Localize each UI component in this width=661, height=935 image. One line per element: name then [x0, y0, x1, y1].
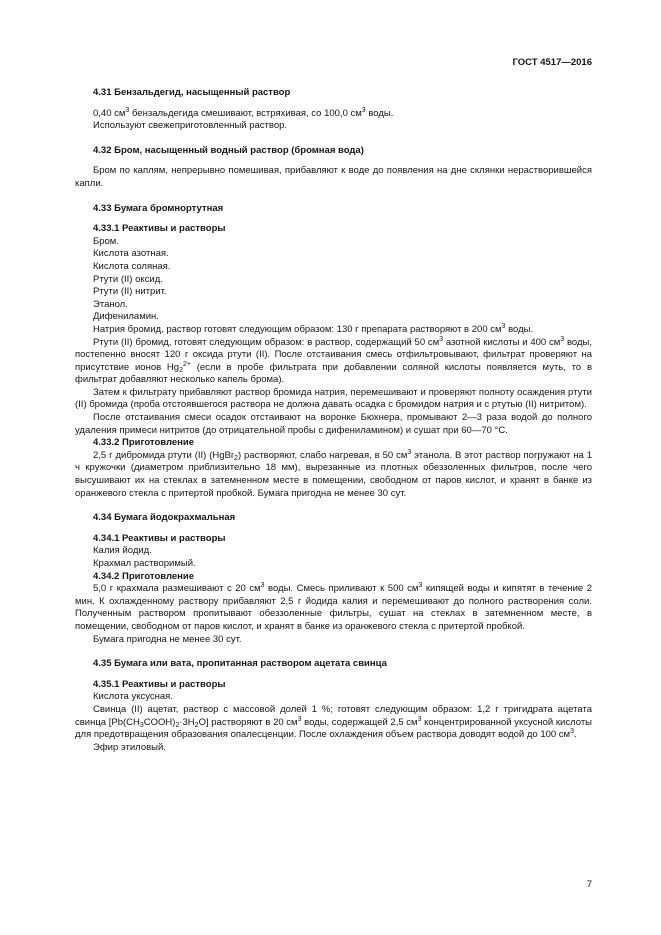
paragraph: После отстаивания смеси осадок отстаивают на воронке Бюхнера, промывают 2—3 раза водой до полного удаления примеси нитритов (до отрицательной пробы с дифениламином) и сушат при 60—70 °С. — [75, 412, 592, 436]
reagent-line: Бром. — [93, 235, 119, 247]
reagent-line: Крахмал растворимый. — [93, 558, 196, 569]
reagent-line: Ртути (II) оксид. — [93, 273, 163, 285]
reagent-line: Кислота уксусная. — [93, 691, 173, 703]
document-content — [75, 87, 592, 754]
paragraph: Используют свежеприготовленный раствор. — [93, 120, 288, 132]
section-heading: 4.31 Бензальдегид, насыщенный раствор — [93, 87, 291, 98]
reagent-line: Кислота азотная. — [93, 248, 169, 260]
paragraph: 0,40 $см^3$ бензальдегида смешивают, встряхивая, со 100,0 $см^3$ воды. — [93, 106, 394, 119]
reagent-line: Калия йодид. — [93, 545, 152, 557]
subsection-heading: 4.34.2 Приготовление — [93, 570, 195, 582]
subsection-heading: 4.33.2 Приготовление — [93, 437, 195, 449]
subsection-heading: 4.34.1 Реактивы и растворы — [93, 532, 226, 544]
page-number: 7 — [586, 879, 592, 890]
paragraph: Бумага пригодна не менее 30 сут. — [93, 633, 242, 645]
paragraph: 5,0 г крахмала размешивают с 20 $см^3$ воды. Смесь приливают к 500 $см^3$ кипящей воды и кипятят в течение 2 мин. К охлажденному раствору прибавляют 2,5 г йодида калия и перемешивают до полного растворения соли. Полученным раствором пропитывают обеззоленные фильтры, сушат на стеклах в затемненном месте, в помещении, свободном от паров кислот, и хранят в банке из оранжевого стекла с притертой пробкой. — [75, 582, 593, 632]
paragraph: 2,5 г дибромида ртути (II) (HgBr$_2$) растворяют, слабо нагревая, в 50 $см^3$ этанола. В этот раствор погружают на 1 ч кружочки (диаметром приблизительно 18 мм), вырезанные из плотных обеззоленных фильтров, после чего высушивают их на стеклах в затемненном месте в помещении, свободном от паров кислот, и хранят в банке из оранжевого стекла с притертой пробкой. Бумага пригодна не менее 30 сут. — [75, 448, 592, 499]
subsection-heading: 4.33.1 Реактивы и растворы — [93, 223, 226, 235]
reagent-line: Ртути (II) нитрит. — [93, 286, 167, 298]
section-heading: 4.33 Бумага бромнортутная — [93, 202, 224, 214]
paragraph: Свинца (II) ацетат, раствор с массовой долей 1 %; готовят следующим образом: 1,2 г тригидрата ацетата свинца $[Pb(CH_3COOH)_2\cdot 3H_2O]$ растворяют в 20 $см^3$ воды, содержащей 2,5 $см^3$ концентрированной уксусной кислоты для предотвращения образования опалесценции. После охлаждения объем раствора доводят водой до 100 $см^3$. — [75, 703, 593, 741]
reagent-line: Эфир этиловый. — [93, 741, 166, 753]
section-heading: 4.35 Бумага или вата, пропитанная раствором ацетата свинца — [93, 658, 387, 670]
reagent-line: Дифениламин. — [93, 311, 159, 323]
reagent-line: Кислота соляная. — [93, 260, 171, 272]
paragraph: Затем к фильтрату прибавляют раствор бромида натрия, перемешивают и проверяют полноту осаждения ртути (II) бромида (проба отстоявшегося раствора не должна давать осадка с бромидом натрия и с ртутью (II) нитритом). — [75, 386, 592, 411]
section-heading: 4.32 Бром, насыщенный водный раствор (бромная вода) — [93, 144, 364, 156]
subsection-heading: 4.35.1 Реактивы и растворы — [93, 678, 226, 690]
section-heading: 4.34 Бумага йодокрахмальная — [93, 512, 236, 524]
paragraph: Бром по каплям, непрерывно помешивая, прибавляют к воде до появления на дне склянки нерастворившейся капли. — [75, 165, 592, 189]
paragraph: Натрия бромид, раствор готовят следующим образом: 130 г препарата растворяют в 200 $см^3$ воды. — [93, 322, 534, 335]
paragraph: Ртути (II) бромид, готовят следующим образом: в раствор, содержащий 50 $см^3$ азотной кислоты и 400 $см^3$ воды, постепенно вносят 120 г оксида ртути (II). После отстаивания смесь отфильтровывают, фильтрат проверяют на присутствие ионов $Hg_2^{2+}$ (если в пробе фильтрата при добавлении соляной кислоты появляется муть, то в фильтрат добавляют несколько капель брома). — [75, 335, 592, 386]
doc-number: ГОСТ 4517—2016 — [512, 57, 592, 68]
reagent-line: Этанол. — [93, 298, 128, 310]
